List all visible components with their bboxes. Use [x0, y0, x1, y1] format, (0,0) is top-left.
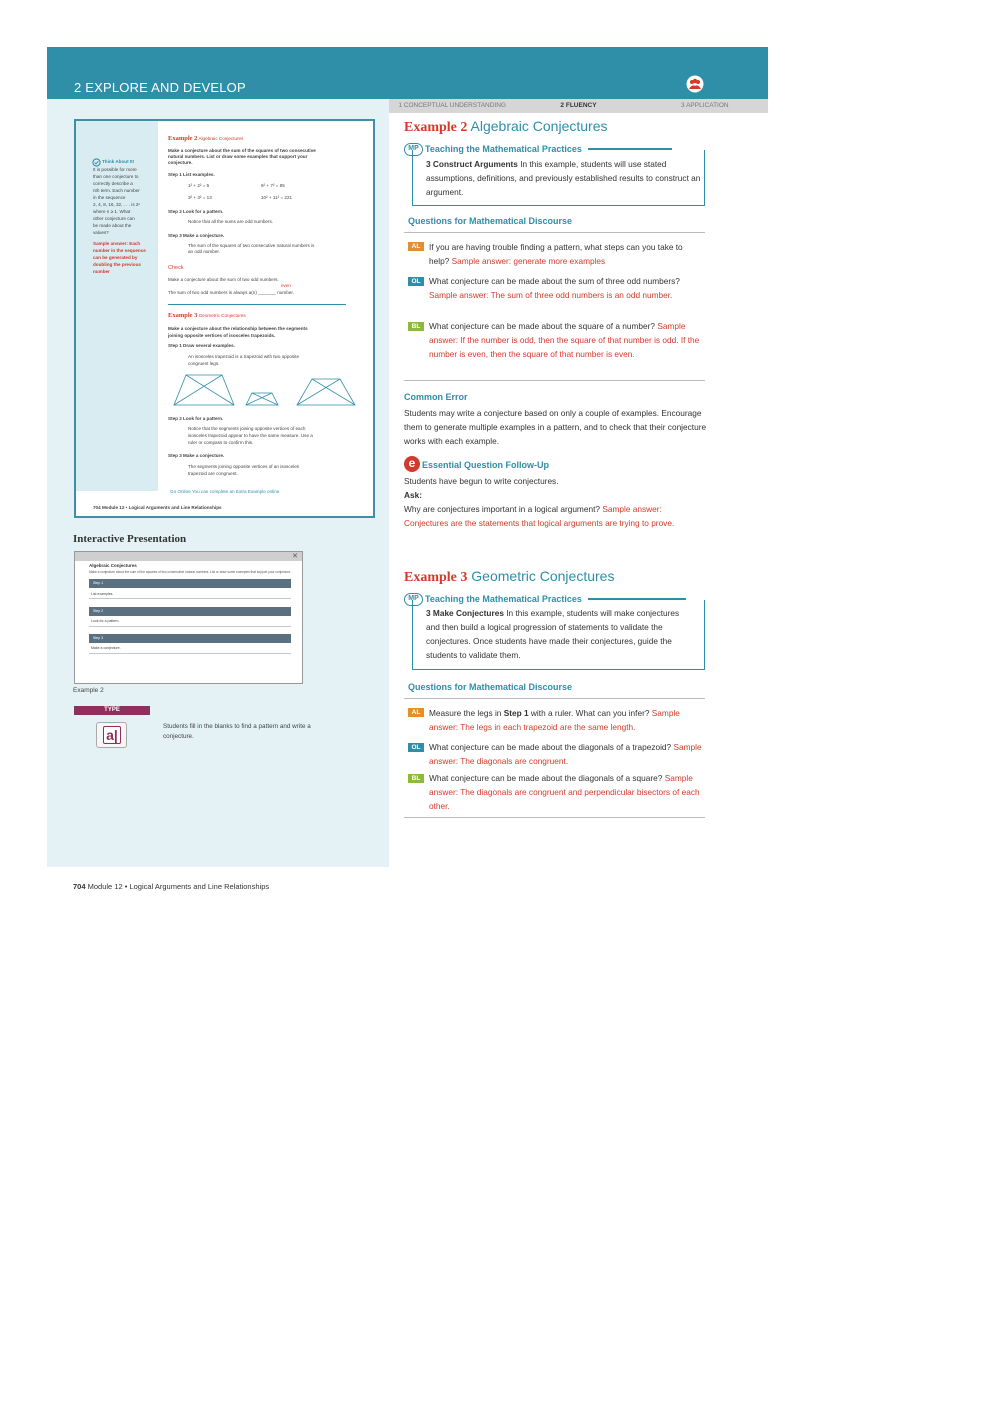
essential-question-text: Students have begun to write conjectures. — [404, 476, 559, 486]
thumb-ex3-step1-text: congruent legs. — [188, 361, 220, 366]
student-page-thumbnail — [74, 119, 375, 518]
level-badge-bl: BL — [408, 322, 424, 331]
common-error-heading: Common Error — [404, 392, 468, 402]
sample-answer: Sample answer: The diagonals are congruent and perpendicular bisectors of each other. — [429, 773, 700, 811]
question-text: What conjecture can be made about the sum of three odd numbers? — [429, 276, 680, 286]
think-line: where n ≥ 1. What — [93, 209, 131, 214]
presentation-caption: Example 2 — [73, 687, 104, 694]
thumb-go-online: Go Online You can complete an Extra Example online. — [170, 489, 281, 494]
step-bar — [89, 607, 291, 616]
thumb-ex3-text: Geometric Conjectures — [198, 313, 246, 318]
thumb-ex2-text: Algebraic Conjectures — [198, 136, 244, 141]
thumb-ex2-eq: 6² + 7² = 85 — [261, 183, 285, 188]
thumb-ex3-step1-text: An isosceles trapezoid is a trapezoid with two opposite — [188, 354, 300, 359]
level-badge-al: AL — [408, 242, 424, 251]
thumb-ex2-title — [168, 136, 243, 142]
sample-answer-line: can be generated by — [93, 255, 138, 260]
tab-application: 3 APPLICATION — [681, 102, 729, 109]
thumb-ex2-prompt: natural numbers. List or draw some examples that support your — [168, 154, 308, 159]
mp-box — [412, 600, 705, 670]
think-line: values? — [93, 230, 109, 235]
discourse-heading: Questions for Mathematical Discourse — [408, 216, 573, 226]
sample-answer: Sample answer: generate more examples — [451, 256, 606, 266]
level-badge-al: AL — [408, 708, 424, 717]
sample-answer: Sample answer: The diagonals are congruent. — [429, 742, 702, 766]
think-icon — [92, 158, 101, 167]
mp-badge: MP — [404, 593, 423, 606]
step-bar-text: List examples. — [91, 592, 114, 596]
thumb-ex3-step2-text: ruler or compass to confirm this. — [188, 440, 254, 445]
thumb-ex2-num: Example 2 — [168, 135, 198, 142]
thumb-ex3-step3: Step 3 Make a conjecture. — [168, 453, 225, 458]
close-icon: ✕ — [292, 553, 298, 560]
level-badge-ol: OL — [408, 743, 424, 752]
think-title: Think About It! — [102, 159, 135, 164]
question-text: What conjecture can be made about the diagonals of a trapezoid? — [429, 742, 672, 752]
essential-question-heading: Essential Question Follow-Up — [422, 460, 550, 470]
presentation-prompt: Make a conjecture about the sum of the squares of two consecutive natural numbers. List or draw some examples that support your conjecture. — [89, 570, 291, 574]
presentation-title: Algebraic Conjectures — [89, 563, 137, 568]
type-icon — [96, 722, 127, 748]
question-text: If you are having trouble finding a pattern, what steps can you take to help? — [429, 242, 683, 266]
thumb-ex3-prompt: joining opposite vertices of isosceles trapezoids. — [168, 333, 276, 338]
thumb-check: Check — [168, 265, 184, 271]
thumb-ex3-title — [168, 313, 246, 319]
thumb-ex3-step1: Step 1 Draw several examples. — [168, 343, 235, 348]
example-2-heading — [404, 118, 607, 136]
example-2-title: Algebraic Conjectures — [470, 118, 608, 134]
step-bar-label: Step 3 — [93, 636, 104, 640]
interactive-presentation-heading: Interactive Presentation — [73, 533, 187, 545]
question-text: What conjecture can be made about the square of a number? — [429, 321, 656, 331]
think-line: be made about the — [93, 223, 132, 228]
page-footer: 704 Module 12 • Logical Arguments and Line Relationships — [73, 882, 270, 891]
thumb-ex2-eq: 3² + 3² = 13 — [188, 195, 212, 200]
thumb-ex3-step2: Step 2 Look for a pattern. — [168, 416, 224, 421]
discourse-question — [429, 771, 705, 813]
question-step: Step 1 — [503, 708, 529, 718]
ask-question — [404, 502, 704, 530]
thumb-ex2-step2: Step 2 Look for a pattern. — [168, 209, 224, 214]
divider — [89, 626, 291, 627]
mp-box — [412, 150, 705, 206]
divider — [404, 232, 705, 233]
sample-answer-line: doubling the previous — [93, 262, 141, 267]
mp-practice: 3 Construct Arguments — [426, 159, 518, 169]
section-title: 2 EXPLORE AND DEVELOP — [74, 80, 246, 95]
think-line: nth term. Each number — [93, 188, 140, 193]
discourse-question — [429, 706, 705, 734]
think-line: other conjecture can — [93, 216, 135, 221]
level-badge-ol: OL — [408, 277, 424, 286]
divider — [89, 598, 291, 599]
divider — [404, 380, 705, 381]
divider — [404, 817, 705, 818]
step-bar-text: Make a conjecture. — [91, 646, 121, 650]
divider — [89, 653, 291, 654]
mp-label: Teaching the Mathematical Practices — [425, 594, 582, 604]
think-line: 2, 4, 8, 16, 32, . . . is 2ⁿ — [93, 202, 141, 207]
thumb-ex3-prompt: Make a conjecture about the relationship between the segments — [168, 326, 308, 331]
sample-answer-line: number — [93, 269, 110, 274]
mp-badge: MP — [404, 143, 423, 156]
type-glyph: a| — [103, 726, 121, 744]
step-bar-label: Step 1 — [93, 581, 104, 585]
mp-text — [426, 606, 686, 662]
sample-answer-line: number in the sequence — [93, 248, 146, 253]
trapezoid-diagrams — [172, 373, 357, 409]
thumb-ex2-step1: Step 1 List examples. — [168, 172, 215, 177]
discourse-question — [429, 740, 705, 768]
ask-label: Ask: — [404, 490, 422, 500]
thumb-ex2-step2-text: Notice that all the sums are odd numbers. — [188, 219, 274, 224]
question-text: with a ruler. What can you infer? — [528, 708, 650, 718]
thumb-check-answer: even — [281, 283, 291, 288]
type-description: Students fill in the blanks to find a pattern and write a conjecture. — [163, 723, 311, 740]
rigor-tabs — [389, 99, 768, 113]
question-text: What conjecture can be made about the diagonals of a square? — [429, 773, 663, 783]
divider — [404, 698, 705, 699]
sample-answer: Sample answer: If the number is odd, then the square of that number is odd. If the number is even, then the square of that number is even. — [429, 321, 700, 359]
mp-label: Teaching the Mathematical Practices — [425, 144, 582, 154]
tab-conceptual-understanding: 1 CONCEPTUAL UNDERSTANDING — [398, 102, 506, 109]
module-number: Module 12 — [87, 882, 123, 891]
step-bar-text: Look for a pattern. — [91, 619, 120, 623]
interactive-presentation-screenshot — [74, 551, 303, 684]
essential-question-icon: e — [404, 456, 420, 472]
presentation-title-bar — [75, 552, 302, 561]
thumb-ex2-eq: 10² + 11² = 221 — [261, 195, 293, 200]
common-error-text: Students may write a conjecture based on only a couple of examples. Encourage them to generate multiple examples in a pattern, and to check that their conjecture works with each example. — [404, 408, 707, 446]
thumb-ex3-num: Example 3 — [168, 312, 198, 319]
discourse-heading: Questions for Mathematical Discourse — [408, 682, 573, 692]
thumb-divider — [168, 304, 346, 305]
example-3-number: Example 3 — [404, 570, 468, 585]
tab-fluency: 2 FLUENCY — [560, 102, 597, 109]
thumb-ex3-step3-text: The segments joining opposite vertices of an isosceles — [188, 464, 300, 469]
step-bar-label: Step 2 — [93, 609, 104, 613]
step-bar — [89, 634, 291, 643]
thumb-ex2-step3-text: The sum of the squares of two consecutive natural numbers is — [188, 243, 315, 248]
group-icon — [686, 75, 704, 93]
mp-description: In this example, students will use stated assumptions, definitions, and previously established results to construct an argument. — [426, 159, 701, 197]
thumb-ex2-prompt: conjecture. — [168, 160, 193, 165]
question-text: Why are conjectures important in a logical argument? — [404, 504, 600, 514]
think-line: than one conjecture to — [93, 174, 139, 179]
thumb-ex2-eq: 1² + 2² = 5 — [188, 183, 210, 188]
discourse-question — [429, 319, 705, 361]
think-line: It is possible for more — [93, 167, 137, 172]
step-bar — [89, 579, 291, 588]
thumb-ex2-step3-text: an odd number. — [188, 249, 220, 254]
page-number: 704 — [73, 882, 86, 891]
discourse-question — [429, 274, 705, 302]
example-3-title: Geometric Conjectures — [471, 568, 615, 584]
level-badge-bl: BL — [408, 774, 424, 783]
sample-answer: Sample answer: The sum of three odd numbers is an odd number. — [429, 290, 673, 300]
example-2-number: Example 2 — [404, 120, 468, 135]
thumb-footer: 704 Module 12 • Logical Arguments and Line Relationships — [93, 505, 222, 510]
thumb-ex3-step2-text: isosceles trapezoid appear to have the same measure. Use a — [188, 433, 313, 438]
discourse-question — [429, 240, 705, 268]
module-title: Logical Arguments and Line Relationships — [129, 882, 270, 891]
type-label: TYPE — [74, 706, 150, 715]
think-line: correctly describe a — [93, 181, 133, 186]
thumb-check-fill: The sum of two odd numbers is always a(n) _______ number. — [168, 290, 294, 295]
sample-answer-line: Sample answer: Each — [93, 241, 141, 246]
thumb-ex3-step3-text: trapezoid are congruent. — [188, 471, 238, 476]
mp-description: In this example, students will make conjectures and then build a logical progression of statements to validate the conjectures. Once students have made their conjectures, guide the students to validate them. — [426, 608, 680, 660]
thumb-check-text: Make a conjecture about the sum of two odd numbers. — [168, 277, 279, 282]
example-3-heading — [404, 568, 614, 586]
think-line: in the sequence — [93, 195, 126, 200]
sample-answer: Sample answer: Conjectures are the statements that logical arguments are trying to prove. — [404, 504, 675, 528]
thumb-ex3-step2-text: Notice that the segments joining opposite vertices of each — [188, 426, 306, 431]
thumb-ex2-step3: Step 3 Make a conjecture. — [168, 233, 225, 238]
sample-answer: Sample answer: The legs in each trapezoid are the same length. — [429, 708, 680, 732]
thumb-ex2-prompt: Make a conjecture about the sum of the squares of two consecutive — [168, 148, 316, 153]
mp-practice: 3 Make Conjectures — [426, 608, 504, 618]
mp-text — [426, 157, 701, 199]
section-header — [47, 47, 768, 99]
question-text: Measure the legs in — [429, 708, 504, 718]
